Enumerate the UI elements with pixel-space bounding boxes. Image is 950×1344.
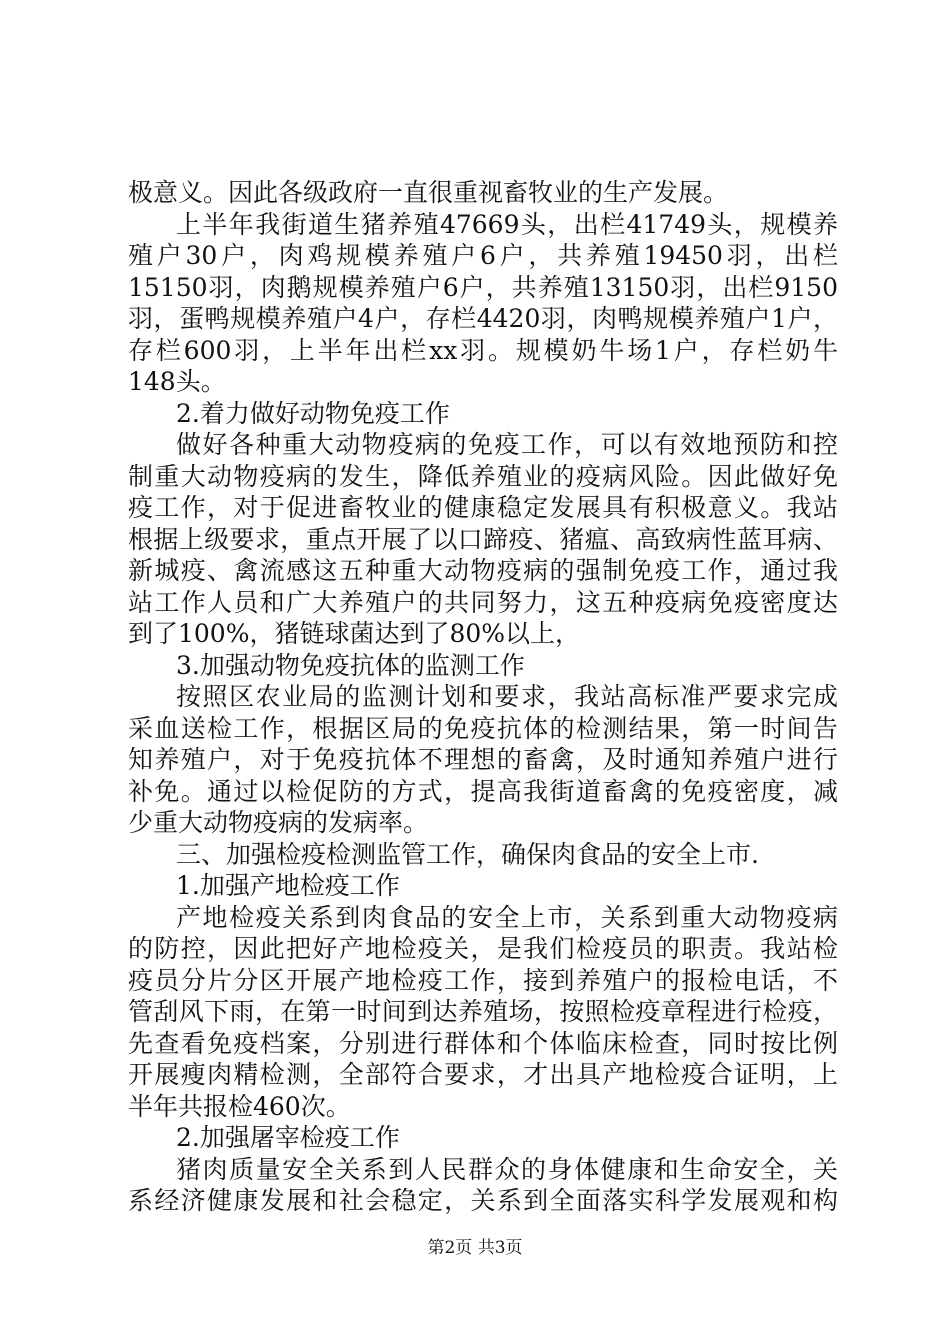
text-line: 采血送检工作，根据区局的免疫抗体的检测结果，第一时间告 <box>128 713 838 743</box>
section-heading: 三、加强检疫检测监管工作，确保肉食品的安全上市. <box>176 839 759 869</box>
text-line: 15150羽，肉鹅规模养殖户6户，共养殖13150羽，出栏9150 <box>128 272 838 302</box>
section-heading: 2.着力做好动物免疫工作 <box>176 398 450 428</box>
page-footer: 第2页 共3页 <box>427 1237 523 1258</box>
text-line: 到了100%，猪链球菌达到了80%以上， <box>128 619 581 648</box>
section-heading: 3.加强动物免疫抗体的监测工作 <box>176 650 525 680</box>
text-line: 疫员分片分区开展产地检疫工作，接到养殖户的报检电话，不 <box>128 965 838 995</box>
text-line: 系经济健康发展和社会稳定，关系到全面落实科学发展观和构 <box>128 1186 838 1215</box>
text-line: 产地检疫关系到肉食品的安全上市，关系到重大动物疫病 <box>176 902 838 932</box>
text-line: 做好各种重大动物疫病的免疫工作，可以有效地预防和控 <box>176 430 838 459</box>
text-line: 羽，蛋鸭规模养殖户4户，存栏4420羽，肉鸭规模养殖户1户， <box>128 304 838 333</box>
text-line: 148头。 <box>128 367 226 396</box>
text-line: 存栏600羽，上半年出栏xx羽。规模奶牛场1户，存栏奶牛 <box>128 335 838 365</box>
section-heading: 2.加强屠宰检疫工作 <box>176 1123 400 1152</box>
text-line: 知养殖户，对于免疫抗体不理想的畜禽，及时通知养殖户进行 <box>128 745 838 774</box>
text-line: 疫工作，对于促进畜牧业的健康稳定发展具有积极意义。我站 <box>128 493 838 522</box>
section-heading: 1.加强产地检疫工作 <box>176 871 400 900</box>
text-line: 站工作人员和广大养殖户的共同努力，这五种疫病免疫密度达 <box>128 587 838 617</box>
text-line: 根据上级要求，重点开展了以口蹄疫、猪瘟、高致病性蓝耳病、 <box>128 524 838 554</box>
text-line: 半年共报检460次。 <box>128 1091 351 1121</box>
text-line: 先查看免疫档案，分别进行群体和个体临床检查，同时按比例 <box>128 1028 838 1058</box>
text-line: 殖户30户，肉鸡规模养殖户6户，共养殖19450羽，出栏 <box>128 241 838 270</box>
text-line: 的防控，因此把好产地检疫关，是我们检疫员的职责。我站检 <box>128 934 838 963</box>
text-line: 补免。通过以检促防的方式，提高我街道畜禽的免疫密度，减 <box>128 776 838 806</box>
text-line: 制重大动物疫病的发生，降低养殖业的疫病风险。因此做好免 <box>128 461 838 491</box>
text-line: 新城疫、禽流感这五种重大动物疫病的强制免疫工作，通过我 <box>128 556 838 585</box>
text-line: 猪肉质量安全关系到人民群众的身体健康和生命安全，关 <box>176 1154 838 1184</box>
text-line: 上半年我街道生猪养殖47669头，出栏41749头，规模养 <box>176 209 838 239</box>
text-line: 少重大动物疫病的发病率。 <box>128 808 429 837</box>
text-line: 开展瘦肉精检测，全部符合要求，才出具产地检疫合证明，上 <box>128 1060 838 1089</box>
text-line: 极意义。因此各级政府一直很重视畜牧业的生产发展。 <box>128 178 729 207</box>
text-line: 管刮风下雨，在第一时间到达养殖场，按照检疫章程进行检疫， <box>128 997 838 1026</box>
text-line: 按照区农业局的监测计划和要求，我站高标准严要求完成 <box>176 682 838 711</box>
